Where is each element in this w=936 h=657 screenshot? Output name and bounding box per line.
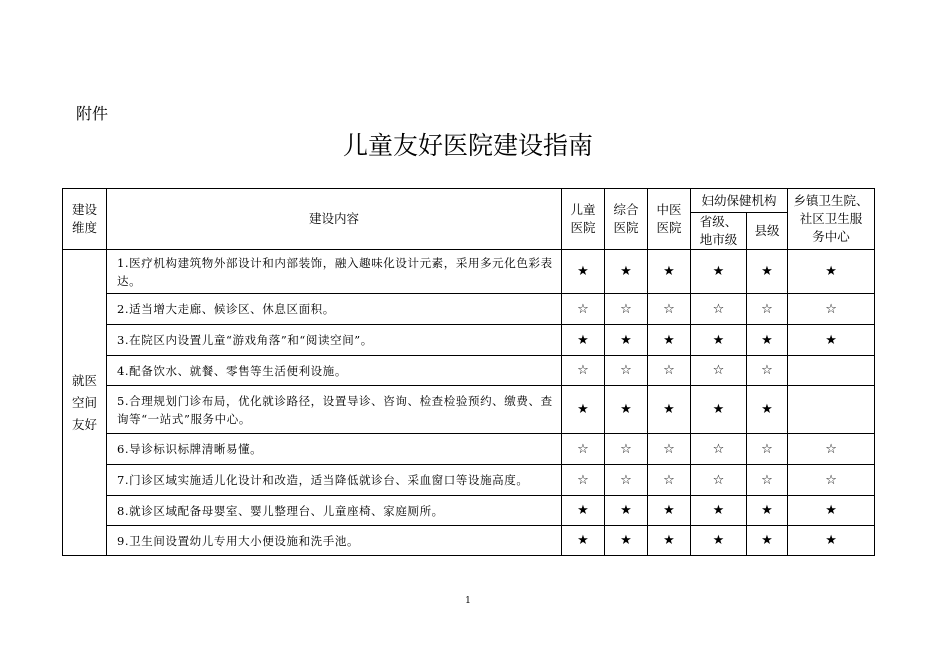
required-star-icon: ★ bbox=[605, 386, 648, 434]
required-star-icon: ★ bbox=[747, 496, 788, 526]
header-childrens-hospital: 儿童 医院 bbox=[562, 189, 605, 250]
required-star-icon: ★ bbox=[648, 250, 691, 294]
optional-star-icon: ☆ bbox=[562, 356, 605, 386]
required-star-icon: ★ bbox=[648, 325, 691, 356]
optional-star-icon: ☆ bbox=[747, 356, 788, 386]
header-content: 建设内容 bbox=[107, 189, 562, 250]
content-cell: 2.适当增大走廊、候诊区、休息区面积。 bbox=[107, 294, 562, 325]
content-cell: 7.门诊区域实施适儿化设计和改造，适当降低就诊台、采血窗口等设施高度。 bbox=[107, 465, 562, 496]
optional-star-icon: ☆ bbox=[562, 434, 605, 465]
required-star-icon: ★ bbox=[648, 526, 691, 556]
required-star-icon: ★ bbox=[648, 496, 691, 526]
empty-cell bbox=[788, 386, 875, 434]
required-star-icon: ★ bbox=[691, 496, 747, 526]
optional-star-icon: ☆ bbox=[648, 356, 691, 386]
content-cell: 8.就诊区域配备母婴室、婴儿整理台、儿童座椅、家庭厕所。 bbox=[107, 496, 562, 526]
optional-star-icon: ☆ bbox=[605, 294, 648, 325]
required-star-icon: ★ bbox=[562, 250, 605, 294]
optional-star-icon: ☆ bbox=[562, 465, 605, 496]
document-title: 儿童友好医院建设指南 bbox=[342, 131, 593, 160]
required-star-icon: ★ bbox=[691, 250, 747, 294]
optional-star-icon: ☆ bbox=[691, 465, 747, 496]
content-cell: 4.配备饮水、就餐、零售等生活便利设施。 bbox=[107, 356, 562, 386]
optional-star-icon: ☆ bbox=[747, 434, 788, 465]
optional-star-icon: ☆ bbox=[747, 294, 788, 325]
header-tcm-hospital: 中医 医院 bbox=[648, 189, 691, 250]
required-star-icon: ★ bbox=[605, 325, 648, 356]
table-row bbox=[63, 465, 875, 496]
optional-star-icon: ☆ bbox=[788, 465, 875, 496]
optional-star-icon: ☆ bbox=[562, 294, 605, 325]
optional-star-icon: ☆ bbox=[648, 294, 691, 325]
header-row-top bbox=[63, 189, 875, 213]
optional-star-icon: ☆ bbox=[605, 356, 648, 386]
optional-star-icon: ☆ bbox=[691, 356, 747, 386]
required-star-icon: ★ bbox=[562, 496, 605, 526]
required-star-icon: ★ bbox=[691, 386, 747, 434]
optional-star-icon: ☆ bbox=[648, 434, 691, 465]
optional-star-icon: ☆ bbox=[648, 465, 691, 496]
optional-star-icon: ☆ bbox=[605, 465, 648, 496]
required-star-icon: ★ bbox=[605, 496, 648, 526]
content-cell: 6.导诊标识标牌清晰易懂。 bbox=[107, 434, 562, 465]
empty-cell bbox=[788, 356, 875, 386]
required-star-icon: ★ bbox=[605, 250, 648, 294]
required-star-icon: ★ bbox=[562, 526, 605, 556]
optional-star-icon: ☆ bbox=[691, 434, 747, 465]
header-mch-county: 县级 bbox=[747, 213, 788, 250]
table-row bbox=[63, 356, 875, 386]
required-star-icon: ★ bbox=[691, 526, 747, 556]
optional-star-icon: ☆ bbox=[747, 465, 788, 496]
content-cell: 9.卫生间设置幼儿专用大小便设施和洗手池。 bbox=[107, 526, 562, 556]
table-row bbox=[63, 496, 875, 526]
table-row bbox=[63, 526, 875, 556]
required-star-icon: ★ bbox=[747, 386, 788, 434]
optional-star-icon: ☆ bbox=[788, 294, 875, 325]
header-general-hospital: 综合 医院 bbox=[605, 189, 648, 250]
header-mch-group: 妇幼保健机构 bbox=[691, 189, 788, 213]
attachment-label: 附件 bbox=[76, 104, 109, 123]
required-star-icon: ★ bbox=[788, 325, 875, 356]
guide-table bbox=[62, 188, 875, 556]
table-row bbox=[63, 434, 875, 465]
optional-star-icon: ☆ bbox=[691, 294, 747, 325]
required-star-icon: ★ bbox=[747, 526, 788, 556]
required-star-icon: ★ bbox=[788, 526, 875, 556]
content-cell: 3.在院区内设置儿童“游戏角落”和“阅读空间”。 bbox=[107, 325, 562, 356]
required-star-icon: ★ bbox=[648, 386, 691, 434]
optional-star-icon: ☆ bbox=[788, 434, 875, 465]
required-star-icon: ★ bbox=[562, 386, 605, 434]
table-row bbox=[63, 386, 875, 434]
header-dimension: 建设 维度 bbox=[63, 189, 107, 250]
required-star-icon: ★ bbox=[788, 496, 875, 526]
required-star-icon: ★ bbox=[788, 250, 875, 294]
content-cell: 1.医疗机构建筑物外部设计和内部装饰，融入趣味化设计元素，采用多元化色彩表达。 bbox=[107, 250, 562, 294]
table-row bbox=[63, 250, 875, 294]
table-row bbox=[63, 294, 875, 325]
optional-star-icon: ☆ bbox=[605, 434, 648, 465]
required-star-icon: ★ bbox=[605, 526, 648, 556]
table-row bbox=[63, 325, 875, 356]
required-star-icon: ★ bbox=[691, 325, 747, 356]
required-star-icon: ★ bbox=[562, 325, 605, 356]
header-mch-provincial: 省级、 地市级 bbox=[691, 213, 747, 250]
content-cell: 5.合理规划门诊布局，优化就诊路径，设置导诊、咨询、检查检验预约、缴费、查询等“一站式”服务中心。 bbox=[107, 386, 562, 434]
header-township: 乡镇卫生院、 社区卫生服 务中心 bbox=[788, 189, 875, 250]
page-number: 1 bbox=[465, 596, 471, 606]
dimension-cell: 就医 空间 友好 bbox=[63, 250, 107, 556]
required-star-icon: ★ bbox=[747, 325, 788, 356]
required-star-icon: ★ bbox=[747, 250, 788, 294]
